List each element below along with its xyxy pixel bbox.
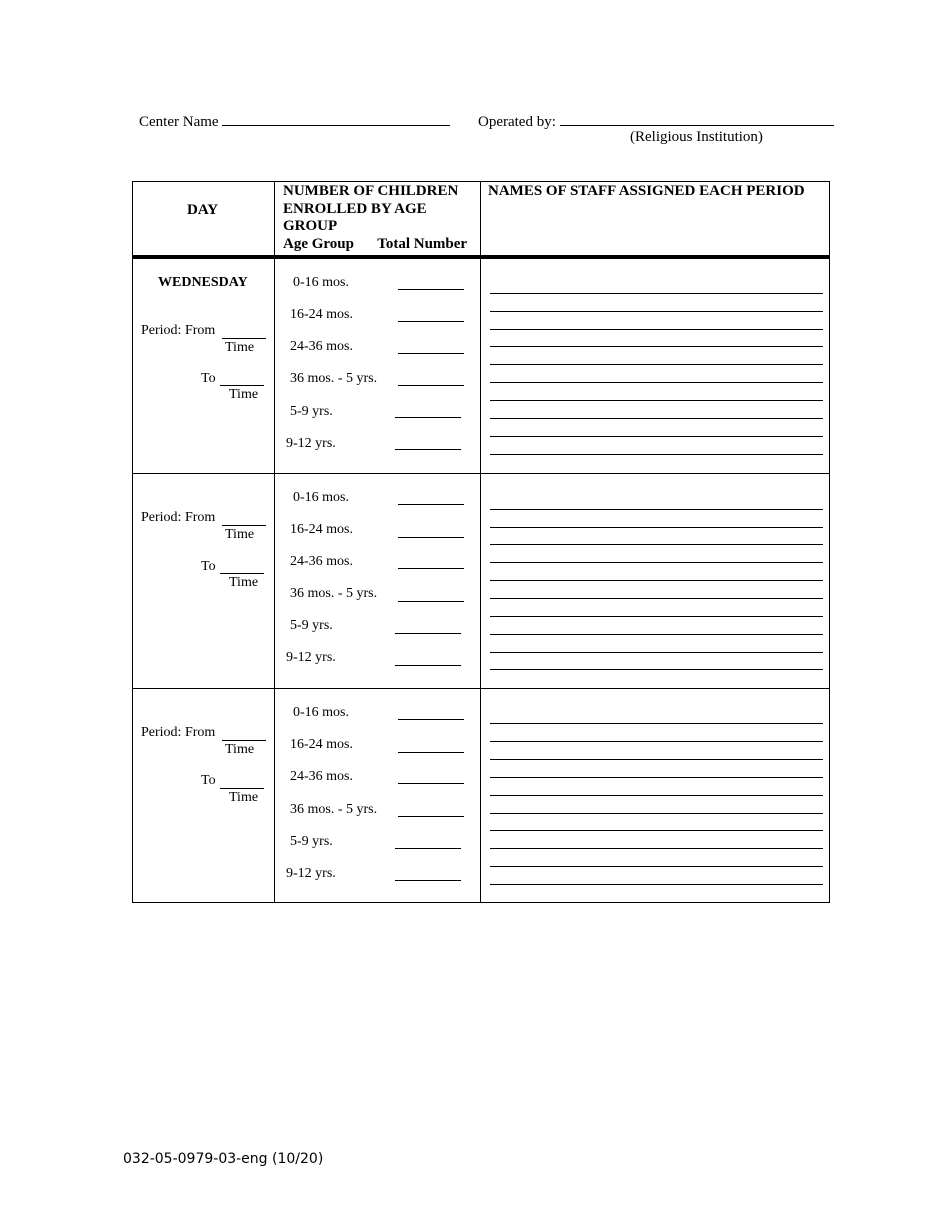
operated-by-row [478,111,834,131]
center-name-field[interactable] [222,111,450,126]
staff-name-line[interactable] [490,866,823,867]
age-group-label: 24-36 mos. [290,769,353,784]
age-group-label: 16-24 mos. [290,307,353,322]
age-group-label: 16-24 mos. [290,737,353,752]
period-from-time-field[interactable] [222,338,266,339]
period-to-label: To [201,559,216,574]
total-number-field[interactable] [395,449,461,450]
time-label: Time [225,340,255,355]
period-from-label: Period: From [141,510,216,525]
period-to-time-field[interactable] [220,788,264,789]
time-label: Time [225,742,255,757]
staff-name-line[interactable] [490,509,823,510]
staff-name-line[interactable] [490,813,823,814]
time-label: Time [229,387,259,402]
staffing-table [132,181,830,903]
period-from-time-field[interactable] [222,740,266,741]
total-number-field[interactable] [395,880,461,881]
staff-name-line[interactable] [490,527,823,528]
age-group-label: 24-36 mos. [290,554,353,569]
total-number-field[interactable] [395,848,461,849]
staff-name-line[interactable] [490,830,823,831]
column-divider [480,182,481,902]
time-label: Time [229,790,259,805]
staff-name-line[interactable] [490,544,823,545]
staff-name-line[interactable] [490,580,823,581]
staff-name-line[interactable] [490,562,823,563]
period-to-time-field[interactable] [220,385,264,386]
total-number-field[interactable] [398,601,464,602]
total-number-field[interactable] [395,665,461,666]
age-group-label: 0-16 mos. [293,705,349,720]
time-label: Time [225,527,255,542]
age-group-label: 5-9 yrs. [290,834,333,849]
staff-name-line[interactable] [490,884,823,885]
age-group-subheader: Age Group [283,235,354,252]
total-number-field[interactable] [398,537,464,538]
total-number-field[interactable] [398,504,464,505]
total-number-field[interactable] [398,289,464,290]
staff-name-line[interactable] [490,364,823,365]
period-to-label: To [201,371,216,386]
staff-name-line[interactable] [490,634,823,635]
age-group-label: 0-16 mos. [293,275,349,290]
staff-name-line[interactable] [490,311,823,312]
time-label: Time [229,575,259,590]
age-group-label: 36 mos. - 5 yrs. [290,802,378,817]
total-number-field[interactable] [398,353,464,354]
age-group-label: 9-12 yrs. [286,436,336,451]
religious-institution-caption: (Religious Institution) [630,129,763,145]
period-from-label: Period: From [141,323,216,338]
period-from-label: Period: From [141,725,216,740]
age-group-label: 16-24 mos. [290,522,353,537]
total-number-field[interactable] [398,385,464,386]
staff-name-line[interactable] [490,454,823,455]
staff-name-line[interactable] [490,723,823,724]
operated-by-field[interactable] [560,111,834,126]
staff-name-line[interactable] [490,795,823,796]
staff-name-line[interactable] [490,400,823,401]
staff-name-line[interactable] [490,777,823,778]
staff-name-line[interactable] [490,616,823,617]
column-divider [274,182,275,902]
staff-name-line[interactable] [490,741,823,742]
form-code: 032-05-0979-03-eng (10/20) [123,1151,324,1167]
children-column-header [283,183,467,253]
age-group-label: 5-9 yrs. [290,618,333,633]
period-from-time-field[interactable] [222,525,266,526]
age-group-label: 36 mos. - 5 yrs. [290,371,378,386]
staff-name-line[interactable] [490,346,823,347]
staff-name-line[interactable] [490,652,823,653]
age-group-label: 36 mos. - 5 yrs. [290,586,378,601]
total-number-field[interactable] [398,719,464,720]
age-group-label: 5-9 yrs. [290,404,333,419]
total-number-field[interactable] [398,568,464,569]
total-number-subheader: Total Number [377,235,468,252]
staff-name-line[interactable] [490,759,823,760]
header-divider [133,255,829,259]
children-header-line-3: GROUP [283,218,338,234]
operated-by-label: Operated by: [478,114,556,130]
staff-name-line[interactable] [490,848,823,849]
total-number-field[interactable] [398,816,464,817]
center-name-row [139,111,450,131]
staff-name-line[interactable] [490,436,823,437]
age-group-label: 24-36 mos. [290,339,353,354]
row-divider [133,473,829,474]
age-group-label: 9-12 yrs. [286,650,336,665]
row-divider [133,688,829,689]
total-number-field[interactable] [398,321,464,322]
staff-name-line[interactable] [490,669,823,670]
total-number-field[interactable] [395,633,461,634]
staff-name-line[interactable] [490,382,823,383]
children-header-line-1: NUMBER OF CHILDREN [283,183,459,199]
period-to-time-field[interactable] [220,573,264,574]
center-name-label: Center Name [139,114,219,130]
period-to-label: To [201,773,216,788]
total-number-field[interactable] [398,752,464,753]
staff-name-line[interactable] [490,329,823,330]
staff-name-line[interactable] [490,598,823,599]
staff-name-line[interactable] [490,293,823,294]
total-number-field[interactable] [395,417,461,418]
age-group-label: 9-12 yrs. [286,866,336,881]
total-number-field[interactable] [398,783,464,784]
staff-name-line[interactable] [490,418,823,419]
day-column-header: DAY [187,202,219,218]
day-name: WEDNESDAY [158,275,248,290]
age-group-label: 0-16 mos. [293,490,349,505]
staff-column-header: NAMES OF STAFF ASSIGNED EACH PERIOD [488,183,805,199]
children-header-line-2: ENROLLED BY AGE [283,200,427,217]
